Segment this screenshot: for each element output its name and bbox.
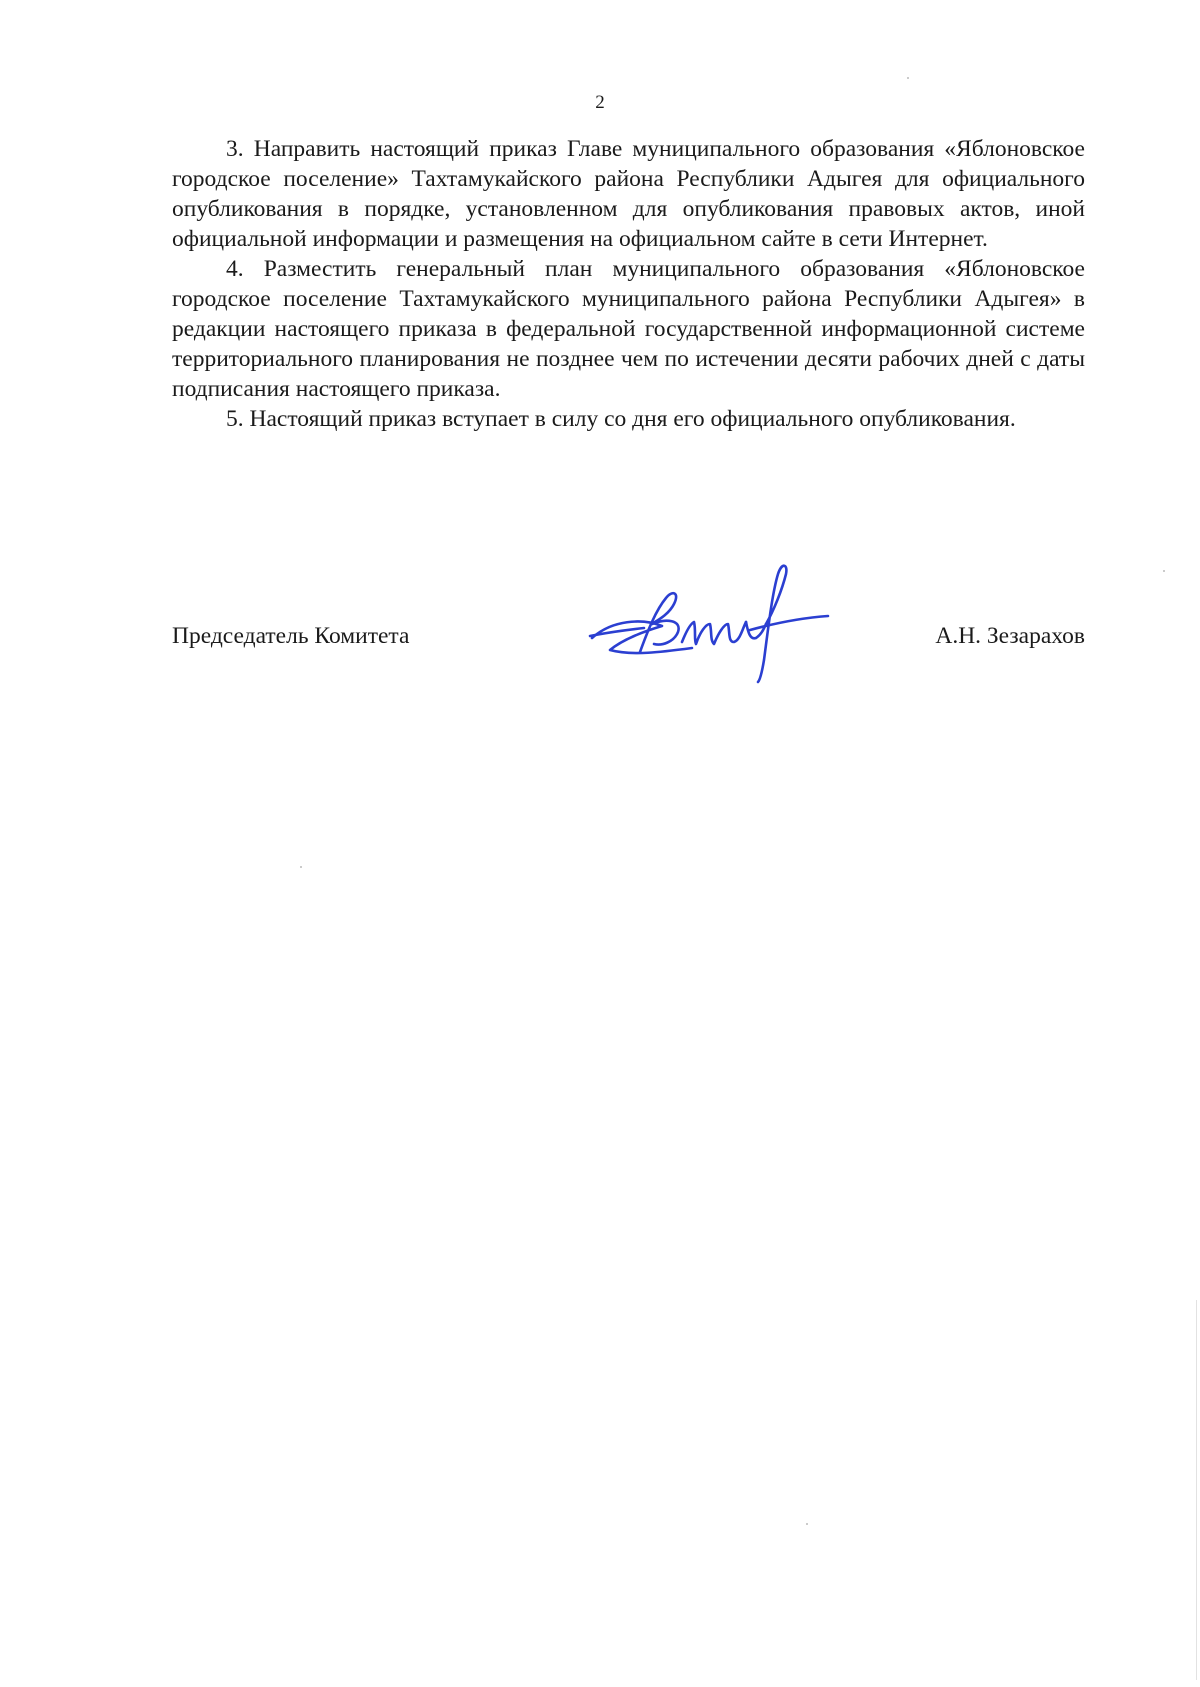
signer-name: А.Н. Зезарахов xyxy=(935,623,1085,649)
paragraph-5: 5. Настоящий приказ вступает в силу со дня его официального опубликования. xyxy=(226,406,1016,432)
scan-speck xyxy=(806,1523,808,1525)
signer-position: Председатель Комитета xyxy=(172,623,410,649)
paragraph-3: 3. Направить настоящий приказ Главе муниципального образования «Яблоновское городское поселение» Тахтамукайского района Республики Адыгея для официального опубликования в порядке, установленном для опубликования правовых актов, иной официальной информации и размещения на официальном сайте в сети Интернет. xyxy=(172,136,1085,252)
page-number: 2 xyxy=(595,92,605,113)
scan-edge-line xyxy=(1196,1300,1197,1680)
handwritten-signature xyxy=(582,560,832,685)
scan-speck xyxy=(300,866,302,868)
scan-speck xyxy=(1163,570,1165,572)
signature-block xyxy=(172,560,1085,680)
scan-speck xyxy=(907,77,909,79)
document-body xyxy=(172,134,1085,434)
paragraph-4: 4. Разместить генеральный план муниципального образования «Яблоновское городское поселение Тахтамукайского муниципального района Республики Адыгея» в редакции настоящего приказа в федеральной государственной информационной системе территориального планирования не позднее чем по истечении десяти рабочих дней с даты подписания настоящего приказа. xyxy=(172,256,1085,402)
